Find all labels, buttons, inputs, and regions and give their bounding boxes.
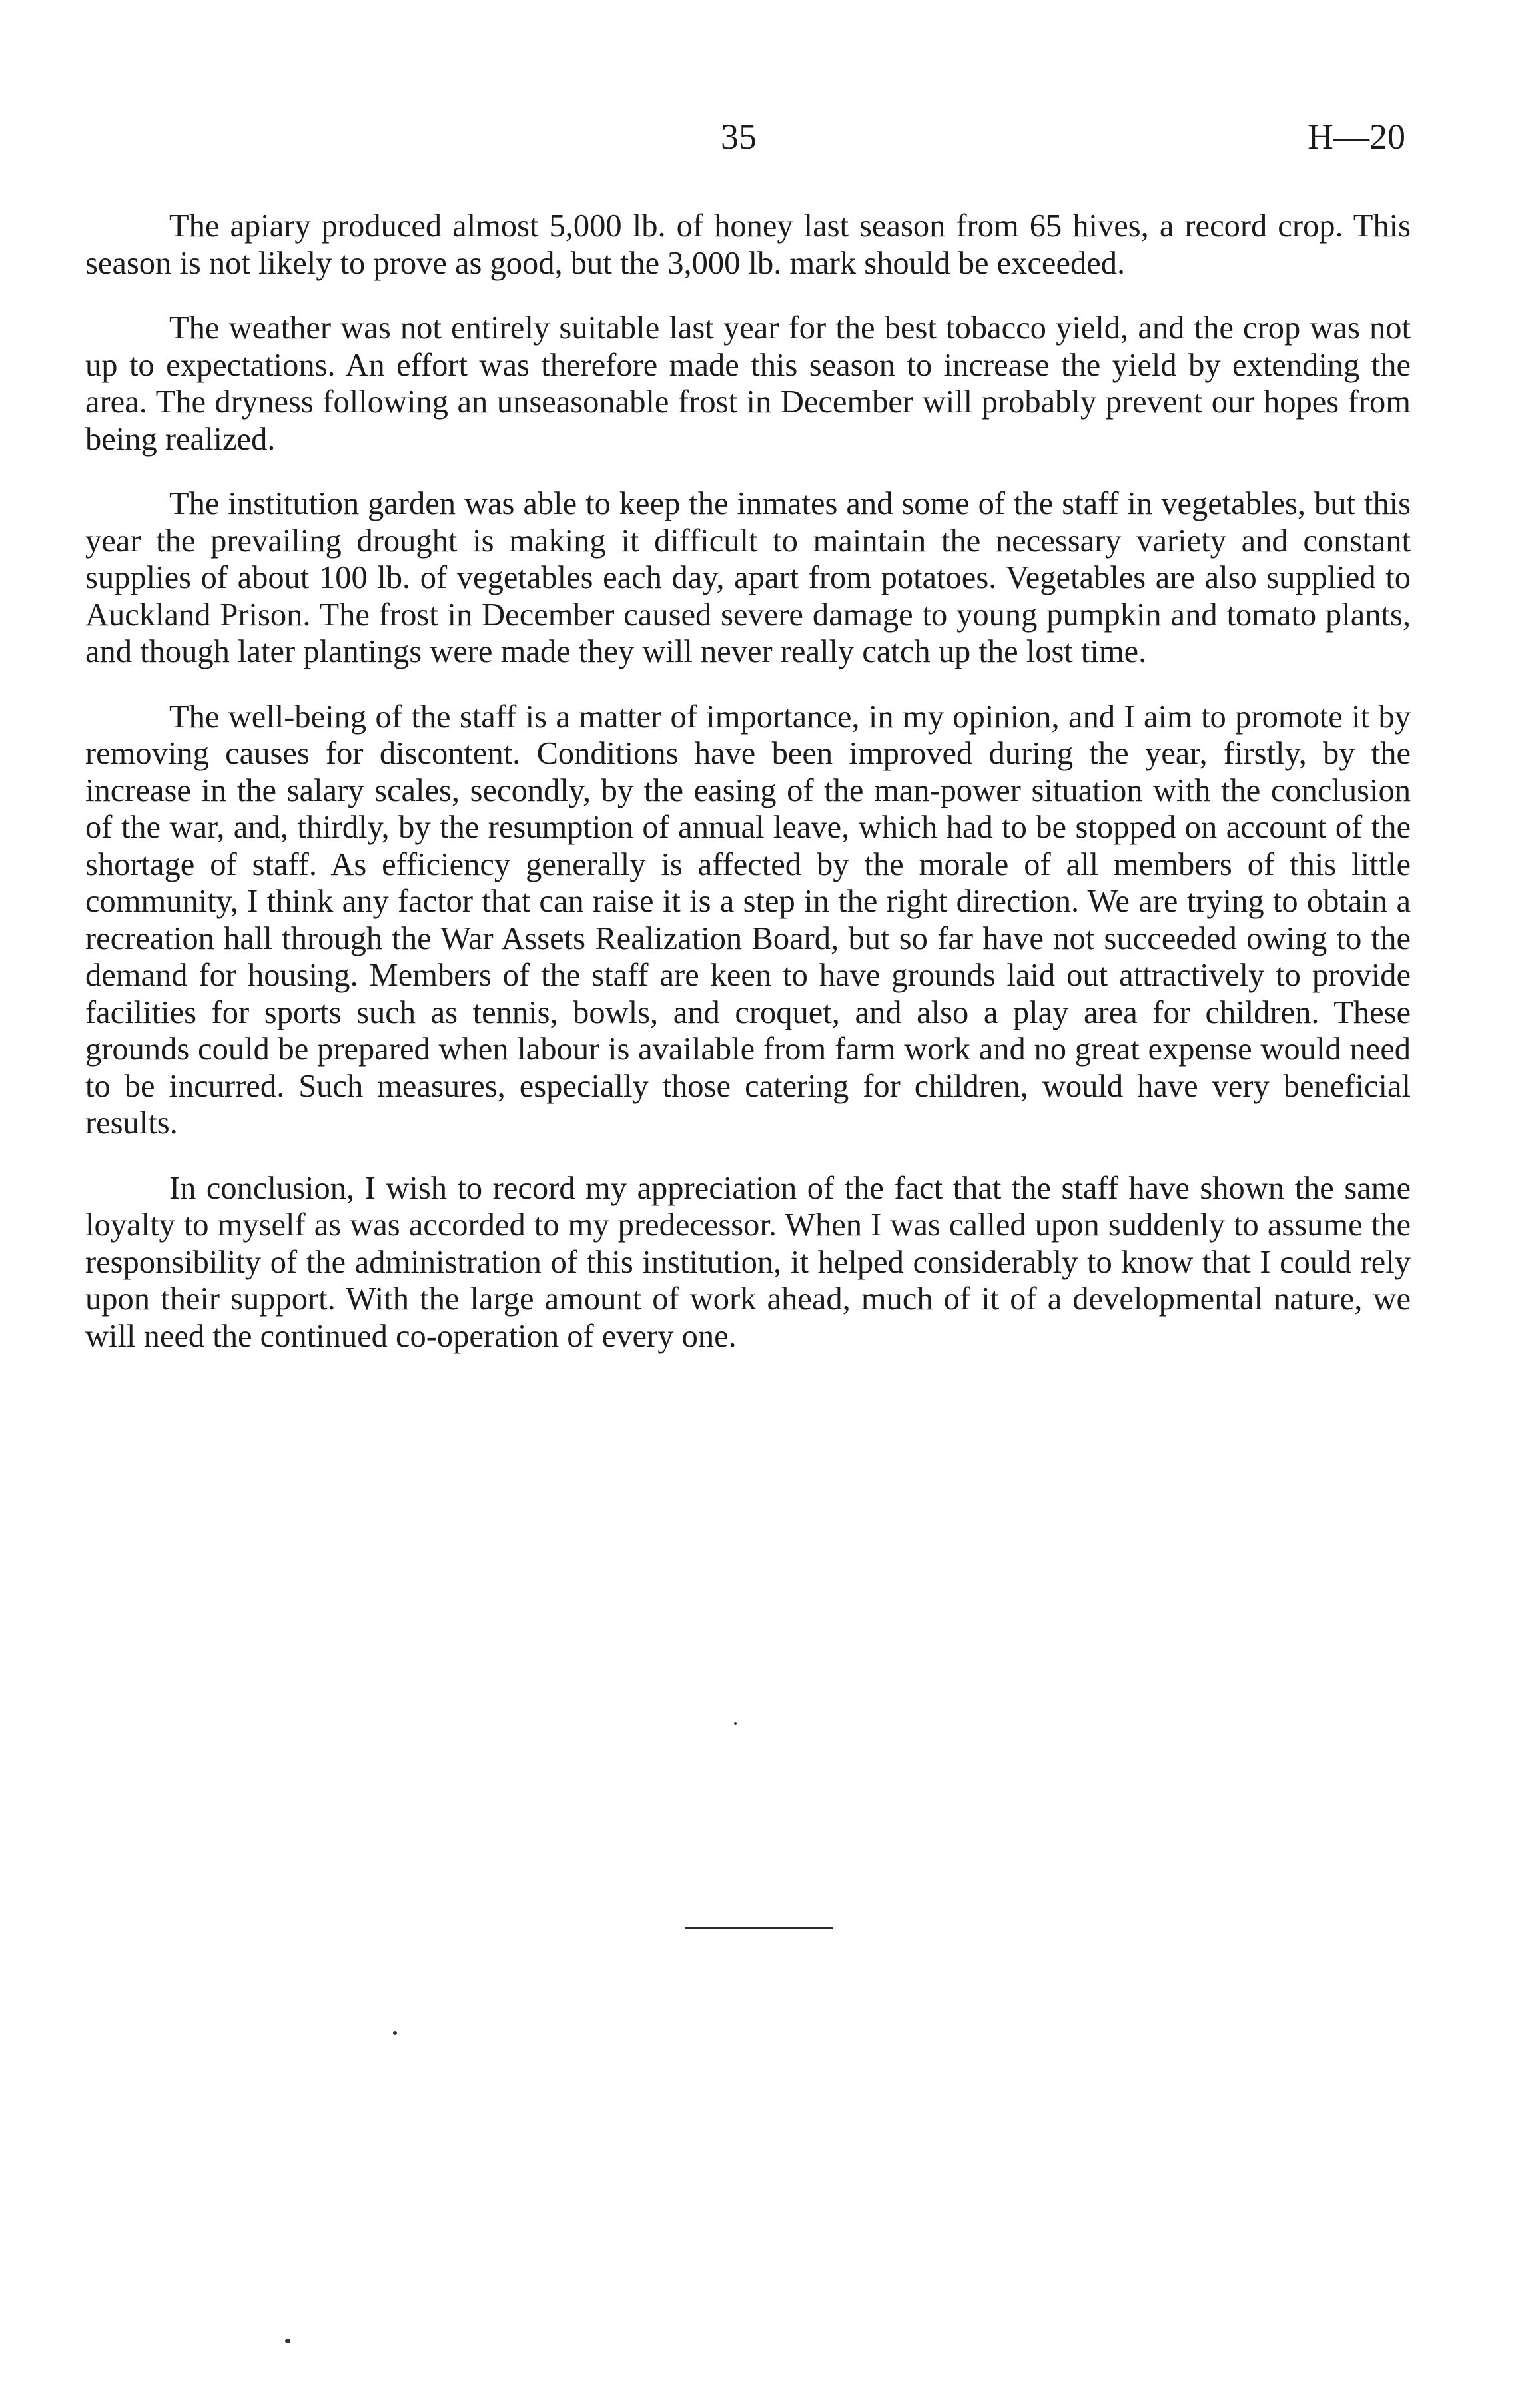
paragraph-staff-wellbeing: The well-being of the staff is a matter of importance, in my opinion, and I aim to promote it by removing causes for discontent. Conditions have been improved during the year, firstly, by the increase in the salary scales, secondly, by the easing of the man-power situation with the conclusion of the war, and, thirdly, by the resumption of annual leave, which had to be stopped on account of the shortage of staff. As efficiency generally is affected by the morale of all members of this little community, I think any factor that can raise it is a step in the right direction. We are trying to obtain a recreation hall through the War Assets Realization Board, but so far have not succeeded owing to the demand for housing. Members of the staff are keen to have grounds laid out attractively to provide facilities for sports such as tennis, bowls, and croquet, and also a play area for children. These grounds could be prepared when labour is available from farm work and no great expense would need to be incurred. Such measures, especially those catering for children, would have very beneficial results. [85, 699, 1411, 1141]
scan-speck [285, 2339, 290, 2343]
body-text [85, 208, 1411, 1382]
page-number: 35 [721, 117, 757, 156]
paragraph-garden: The institution garden was able to keep the inmates and some of the staff in vegetables, but this year the prevailing drought is making it difficult to maintain the necessary variety and constant supplies of about 100 lb. of vegetables each day, apart from potatoes. Vegetables are also supplied to Auckland Prison. The frost in December caused severe damage to young pumpkin and tomato plants, and though later plantings were made they will never really catch up the lost time. [85, 486, 1411, 669]
paragraph-conclusion: In conclusion, I wish to record my appreciation of the fact that the staff have shown the same loyalty to myself as was accorded to my predecessor. When I was called upon suddenly to assume the responsibility of the administration of this institution, it helped considerably to know that I could rely upon their support. With the large amount of work ahead, much of it of a developmental nature, we will need the continued co-operation of every one. [85, 1170, 1411, 1354]
paragraph-apiary: The apiary produced almost 5,000 lb. of honey last season from 65 hives, a record crop. This season is not likely to prove as good, but the 3,000 lb. mark should be exceeded. [85, 208, 1411, 281]
paragraph-tobacco: The weather was not entirely suitable last year for the best tobacco yield, and the crop was not up to expectations. An effort was therefore made this season to increase the yield by extending the area. The dryness following an unseasonable frost in December will probably prevent our hopes from being realized. [85, 310, 1411, 457]
closing-rule [685, 1927, 833, 1929]
scan-speck [393, 2031, 397, 2035]
document-reference: H—20 [1308, 117, 1405, 156]
scan-speck [734, 1722, 737, 1725]
